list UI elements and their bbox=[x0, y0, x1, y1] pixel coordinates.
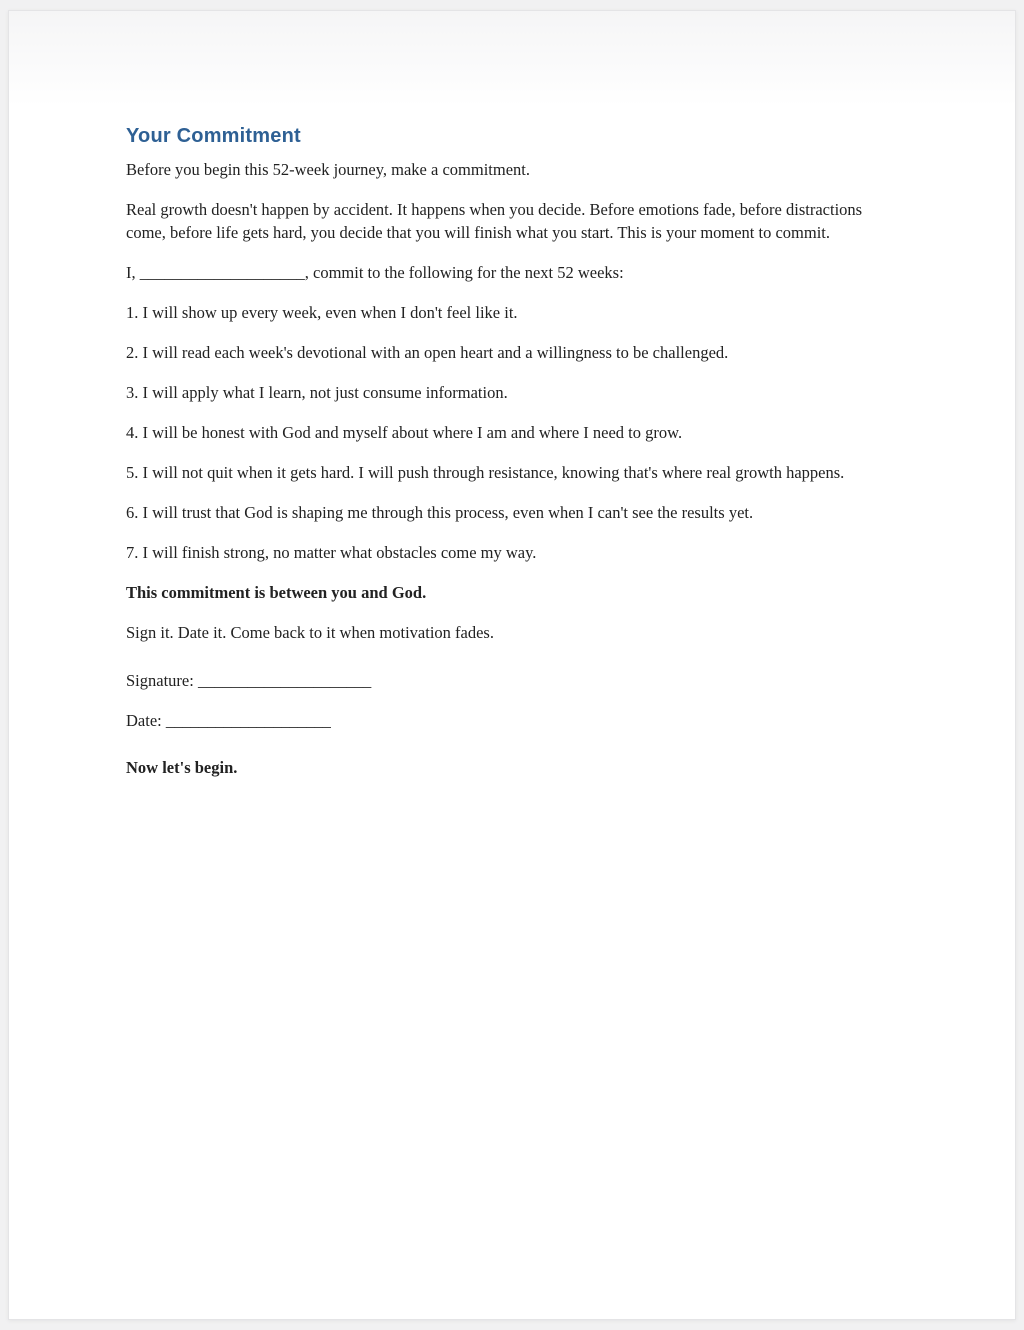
commitment-item-4: 4. I will be honest with God and myself about where I am and where I need to grow. bbox=[126, 423, 683, 442]
sign-instruction-line: Sign it. Date it. Come back to it when motivation fades. bbox=[126, 623, 494, 642]
closing-line: Now let's begin. bbox=[126, 758, 238, 777]
signature-line: Signature: _____________________ bbox=[126, 671, 372, 690]
commitment-item-5: 5. I will not quit when it gets hard. I will push through resistance, knowing that's where real growth happens. bbox=[126, 463, 845, 482]
commitment-emphasis-line: This commitment is between you and God. bbox=[126, 583, 427, 602]
commitment-item-2: 2. I will read each week's devotional with an open heart and a willingness to be challenged. bbox=[126, 343, 729, 362]
intro-paragraph: Before you begin this 52-week journey, make a commitment. bbox=[126, 160, 530, 179]
commitment-item-3: 3. I will apply what I learn, not just consume information. bbox=[126, 383, 508, 402]
document-page bbox=[8, 10, 1016, 1320]
commitment-item-6: 6. I will trust that God is shaping me through this process, even when I can't see the results yet. bbox=[126, 503, 754, 522]
commitment-fill-in-line: I, ____________________, commit to the following for the next 52 weeks: bbox=[126, 263, 624, 282]
body-paragraph: Real growth doesn't happen by accident. It happens when you decide. Before emotions fade, before distractions come, before life gets hard, you decide that you will finish what you start. This is your moment to commit. bbox=[126, 200, 863, 242]
commitment-item-7: 7. I will finish strong, no matter what obstacles come my way. bbox=[126, 543, 537, 562]
page-title: Your Commitment bbox=[126, 125, 301, 147]
date-line: Date: ____________________ bbox=[126, 711, 331, 730]
commitment-item-1: 1. I will show up every week, even when I don't feel like it. bbox=[126, 303, 518, 322]
